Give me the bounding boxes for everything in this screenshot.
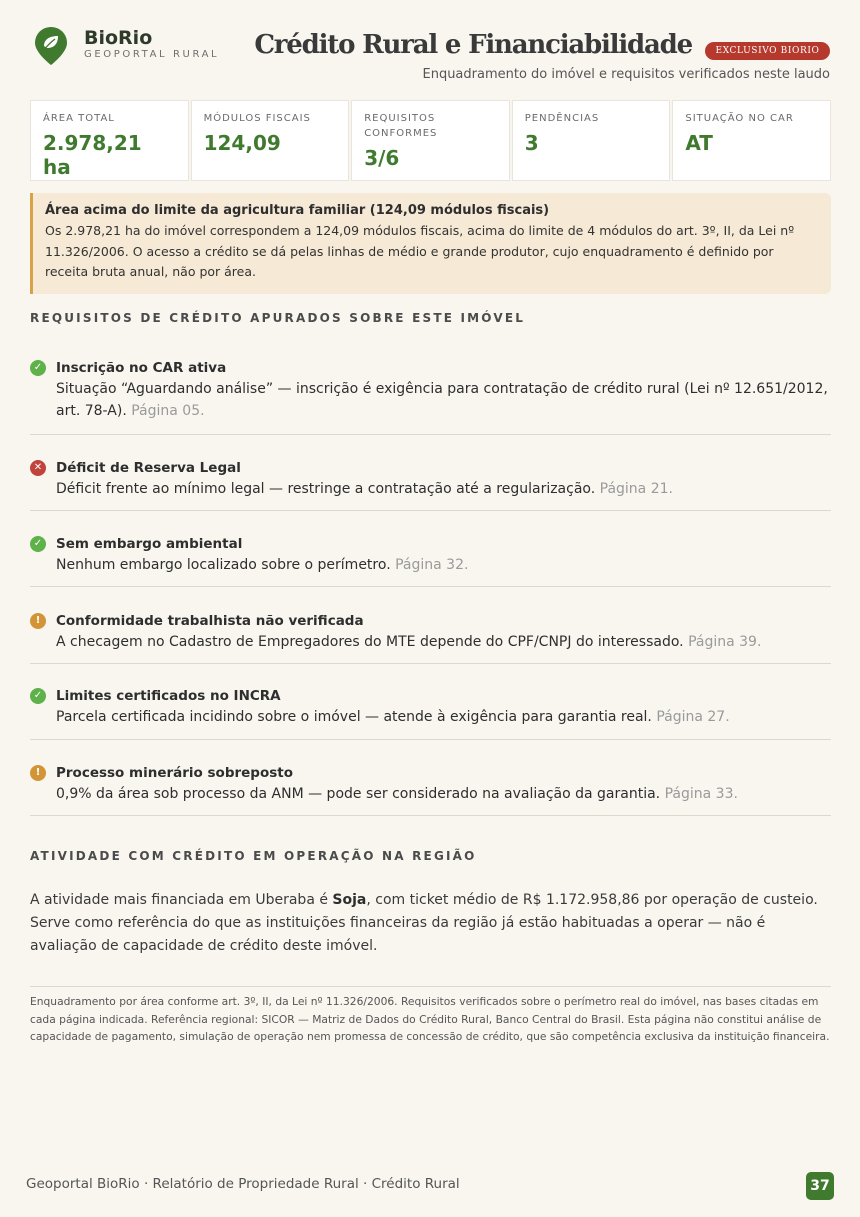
page-reference: Página 21.: [599, 481, 673, 497]
requirement-description: [56, 631, 831, 653]
page-subtitle: Enquadramento do imóvel e requisitos verificados neste laudo: [422, 67, 830, 82]
check-circle-icon: ✓: [30, 360, 46, 376]
alert-text: Os 2.978,21 ha do imóvel correspondem a 124,09 módulos fiscais, acima do limite de 4 módulos do art. 3º, II, da Lei nº 11.326/2006. O acesso a crédito se dá pelas linhas de médio e grande produtor, cujo enquadramento é definido por receita bruta anual, não por área.: [45, 223, 795, 279]
x-circle-icon: ✕: [30, 460, 46, 476]
page-title: Crédito Rural e Financiabilidade: [254, 30, 692, 60]
requirement-title: Sem embargo ambiental: [56, 536, 243, 552]
requirement-text: Déficit frente ao mínimo legal — restringe a contratação até a regularização.: [56, 481, 596, 497]
page-reference: Página 05.: [131, 403, 205, 419]
stat-value: 2.978,21 ha: [43, 131, 142, 179]
requirement-item: [30, 686, 831, 740]
page-reference: Página 32.: [395, 557, 469, 573]
stat-situacao-car: [672, 100, 831, 181]
requirement-item: [30, 763, 831, 816]
activity-paragraph: [30, 889, 820, 958]
requirement-description: [56, 783, 831, 805]
requirement-text: Nenhum embargo localizado sobre o perímetro.: [56, 557, 391, 573]
stat-label: SITUAÇÃO NO CAR: [685, 113, 794, 124]
stat-value: 124,09: [203, 131, 281, 155]
activity-text-before: A atividade mais financiada em Uberaba é: [30, 892, 333, 908]
report-header: [30, 22, 830, 92]
alert-title: Área acima do limite da agricultura familiar (124,09 módulos fiscais): [45, 203, 550, 218]
requirement-title: Conformidade trabalhista não verificada: [56, 613, 364, 629]
requirement-description: [56, 554, 831, 576]
stat-pendencias: [512, 100, 671, 181]
alert-circle-icon: !: [30, 613, 46, 629]
requirement-item: [30, 611, 831, 664]
stat-label: ÁREA TOTAL: [43, 113, 115, 124]
brand-name: BioRio: [84, 27, 153, 49]
requirement-item: [30, 358, 831, 435]
page-reference: Página 27.: [656, 709, 730, 725]
stat-label: PENDÊNCIAS: [524, 113, 600, 124]
requirement-item: [30, 458, 831, 511]
page-reference: Página 39.: [688, 634, 762, 650]
familiar-limit-alert: [30, 193, 831, 294]
activity-section-title: ATIVIDADE COM CRÉDITO EM OPERAÇÃO NA REGIÃO: [30, 849, 477, 863]
requirements-section-title: REQUISITOS DE CRÉDITO APURADOS SOBRE ESTE IMÓVEL: [30, 311, 526, 325]
requirement-text: Parcela certificada incidindo sobre o imóvel — atende à exigência para garantia real.: [56, 709, 652, 725]
requirement-title: Déficit de Reserva Legal: [56, 460, 241, 476]
stat-requisitos-conformes: [351, 100, 510, 181]
stat-modulos-fiscais: [191, 100, 350, 181]
requirement-text: 0,9% da área sob processo da ANM — pode ser considerado na avaliação da garantia.: [56, 786, 661, 802]
requirement-text: Situação “Aguardando análise” — inscrição é exigência para contratação de crédito rural (Lei nº 12.651/2012, art. 78-A).: [56, 381, 828, 419]
stat-label: REQUISITOS CONFORMES: [364, 113, 438, 139]
stat-value: 3/6: [364, 146, 400, 170]
requirement-item: [30, 534, 831, 587]
requirement-description: [56, 706, 831, 728]
divider: [30, 986, 831, 987]
requirement-title: Limites certificados no INCRA: [56, 688, 281, 704]
activity-text-after: , com ticket médio de R$ 1.172.958,86 por operação de custeio. Serve como referência do que as instituições financeiras da região já estão habituadas a operar — não é avaliação de capacidade de crédito deste imóvel.: [30, 892, 818, 954]
page-number: 37: [806, 1172, 834, 1200]
stat-value: 3: [524, 131, 539, 155]
stat-label: MÓDULOS FISCAIS: [203, 113, 311, 124]
stat-area-total: [30, 100, 189, 181]
footer-text: Geoportal BioRio · Relatório de Propriedade Rural · Crédito Rural: [26, 1176, 460, 1192]
activity-highlight: Soja: [332, 892, 367, 908]
page-reference: Página 33.: [664, 786, 738, 802]
footnote: Enquadramento por área conforme art. 3º, II, da Lei nº 11.326/2006. Requisitos verificados sobre o perímetro real do imóvel, nas bases citadas em cada página indicada. Referência regional: SICOR — Matriz de Dados do Crédito Rural, Banco Central do Brasil. Esta página não constitui análise de capacidade de pagamento, simulação de operação nem promessa de concessão de crédito, que são competência exclusiva da instituição financeira.: [30, 995, 830, 1043]
requirement-title: Processo minerário sobreposto: [56, 765, 294, 781]
stat-value: AT: [685, 131, 713, 155]
brand-subtitle: GEOPORTAL RURAL: [84, 49, 220, 60]
requirement-title: Inscrição no CAR ativa: [56, 360, 227, 376]
summary-stats: [30, 100, 831, 181]
exclusive-badge: EXCLUSIVO BIORIO: [705, 42, 830, 60]
requirement-description: [56, 478, 831, 500]
check-circle-icon: ✓: [30, 536, 46, 552]
map-pin-leaf-icon: [34, 26, 68, 66]
requirement-text: A checagem no Cadastro de Empregadores do MTE depende do CPF/CNPJ do interessado.: [56, 634, 684, 650]
check-circle-icon: ✓: [30, 688, 46, 704]
requirement-description: [56, 378, 831, 422]
alert-circle-icon: !: [30, 765, 46, 781]
